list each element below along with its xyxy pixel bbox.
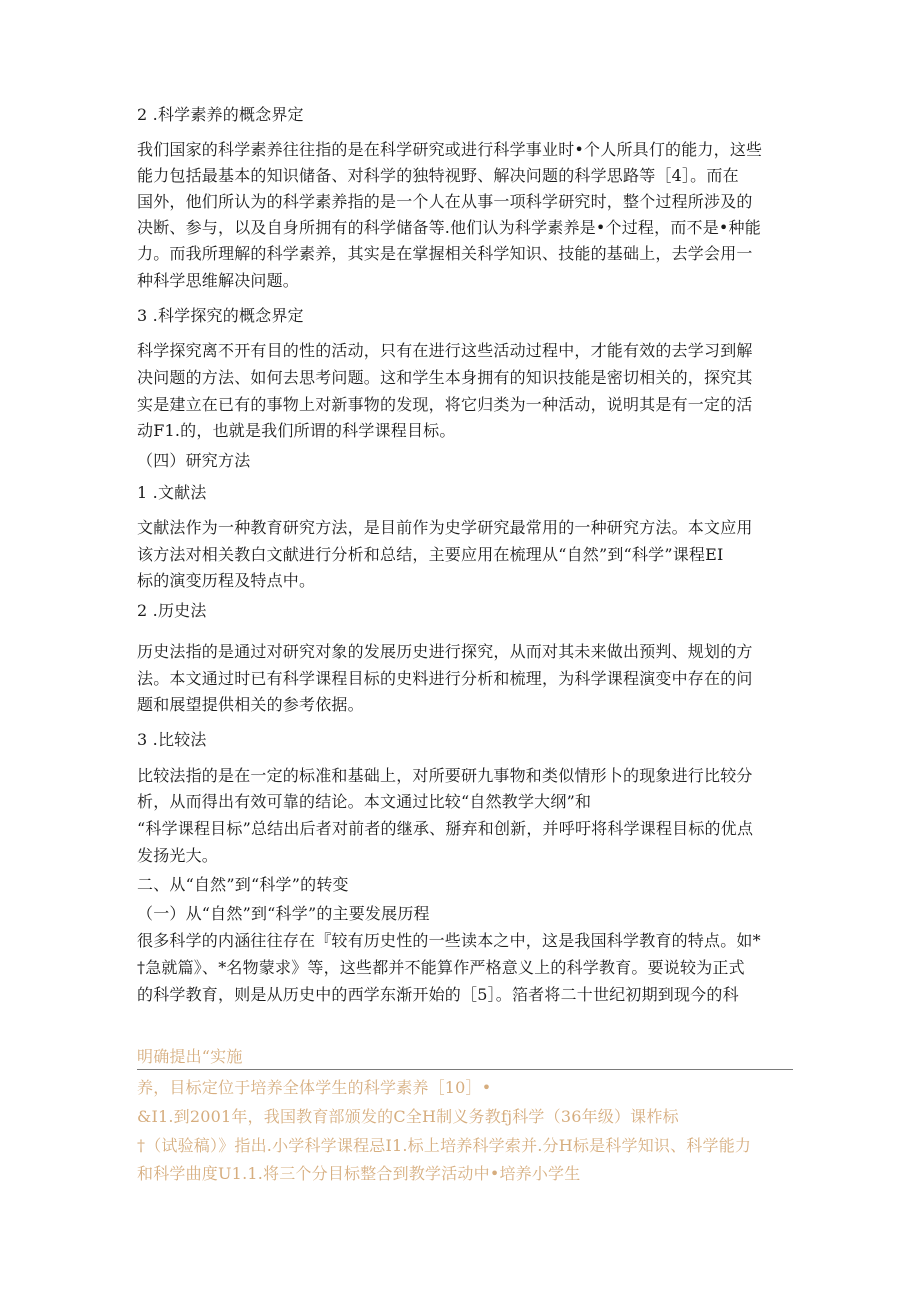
paragraph-line: 题和展望提供相关的参考依据。: [137, 695, 364, 714]
horizontal-divider: [137, 1069, 793, 1070]
chapter-heading-transition: 二、从“自然”到“科学”的转变: [137, 875, 349, 894]
paragraph-line: 文献法作为一种教育研究方法，是目前作为史学研究最常用的一种研究方法。本文应用: [137, 518, 753, 537]
paragraph-line: “科学课程目标”总结出后者对前者的继承、掰弃和创新，并呼吁将科学课程目标的优点: [137, 819, 754, 838]
paragraph-line: 决问题的方法、如何去思考问题。这和学生本身拥有的知识技能是密切相关的，探究其: [137, 368, 753, 387]
paragraph-line: 发扬光大。: [137, 846, 219, 865]
paragraph-line: 比较法指的是在一定的标准和基础上，对所要研九事物和类似情形卜的现象进行比较分: [137, 766, 753, 785]
section-heading-science-literacy: 2 .科学素养的概念界定: [137, 105, 304, 124]
paragraph-line: 很多科学的内涵往往存在『较有历史性的一些读本之中，这是我国科学教育的特点。如*: [137, 931, 761, 950]
paragraph-line: 科学探究离不开有目的性的活动，只有在进行这些活动过程中，才能有效的去学习到解: [137, 341, 753, 360]
paragraph-line: 种科学思维解决问题。: [137, 271, 300, 290]
paragraph-line: 的科学教育，则是从历史中的西学东渐开始的［5］。箔者将二十世纪初期到现今的科: [137, 985, 739, 1004]
section-heading-science-inquiry: 3 .科学探究的概念界定: [137, 306, 304, 325]
faded-text-line: 和科学曲度U1.1.将三个分目标整合到教学活动中•培养小学生: [137, 1164, 581, 1183]
paragraph-line: 国外，他们所认为的科学素养指的是一个人在从事一项科学研究时，整个过程所涉及的: [137, 192, 753, 211]
faded-text-line: &I1.到2001年，我国教育部颁发的C全H制义务教fj科学（36年级）课柞标: [137, 1107, 679, 1126]
section-heading-comparative-method: 3 .比较法: [137, 730, 207, 749]
section-heading-research-methods: （四）研究方法: [137, 451, 251, 470]
paragraph-line: 我们国家的科学素养往往指的是在科学研究或进行科学事业时•个人所具仃的能力，这些: [137, 140, 763, 159]
paragraph-line: 能力包括最基本的知识储备、对科学的独特视野、解决问题的科学思路等［4］。而在: [137, 166, 739, 185]
paragraph-line: 法。本文通过时已有科学课程目标的史料进行分析和梳理，为科学课程演变中存在的问: [137, 669, 753, 688]
paragraph-line: 历史法指的是通过对研究对象的发展历史进行探究，从而对其未来做出预判、规划的方: [137, 642, 753, 661]
faded-text-line: 明确提出“实施: [137, 1047, 243, 1066]
faded-text-line: 养，目标定位于培养全体学生的科学素养［10］•: [137, 1078, 492, 1097]
faded-text-line: †（试验稿）》指出.小学科学课程忌I1.标上培养科学索并.分H标是科学知识、科学能力: [137, 1136, 752, 1155]
section-heading-historical-method: 2 .历史法: [137, 601, 207, 620]
section-heading-literature-method: 1 .文献法: [137, 483, 207, 502]
paragraph-line: 实是建立在已有的事物上对新事物的发现，将它归类为一种活动，说明其是有一定的活: [137, 395, 753, 414]
paragraph-line: 标的演变历程及特点中。: [137, 571, 316, 590]
paragraph-line: 动F1.的，也就是我们所谓的科学课程目标。: [137, 421, 456, 440]
paragraph-line: 决断、参与，以及自身所拥有的科学储备等.他们认为科学素养是•个过程，而不是•种能: [137, 218, 761, 237]
paragraph-line: 该方法对相关教白文献进行分析和总结，主要应用在梳理从“自然”到“科学”课程EI: [137, 545, 724, 564]
paragraph-line: 力。而我所理解的科学素养，其实是在掌握相关科学知识、技能的基础上，去学会用一: [137, 244, 753, 263]
paragraph-line: 析，从而得出有效可靠的结论。本文通过比较“自然教学大纲”和: [137, 792, 592, 811]
paragraph-line: †急就篇》、*名物蒙求》等，这些都并不能算作严格意义上的科学教育。要说较为正式: [137, 958, 745, 977]
section-heading-development-history: （一）从“自然”到“科学”的主要发展历程: [137, 904, 430, 923]
